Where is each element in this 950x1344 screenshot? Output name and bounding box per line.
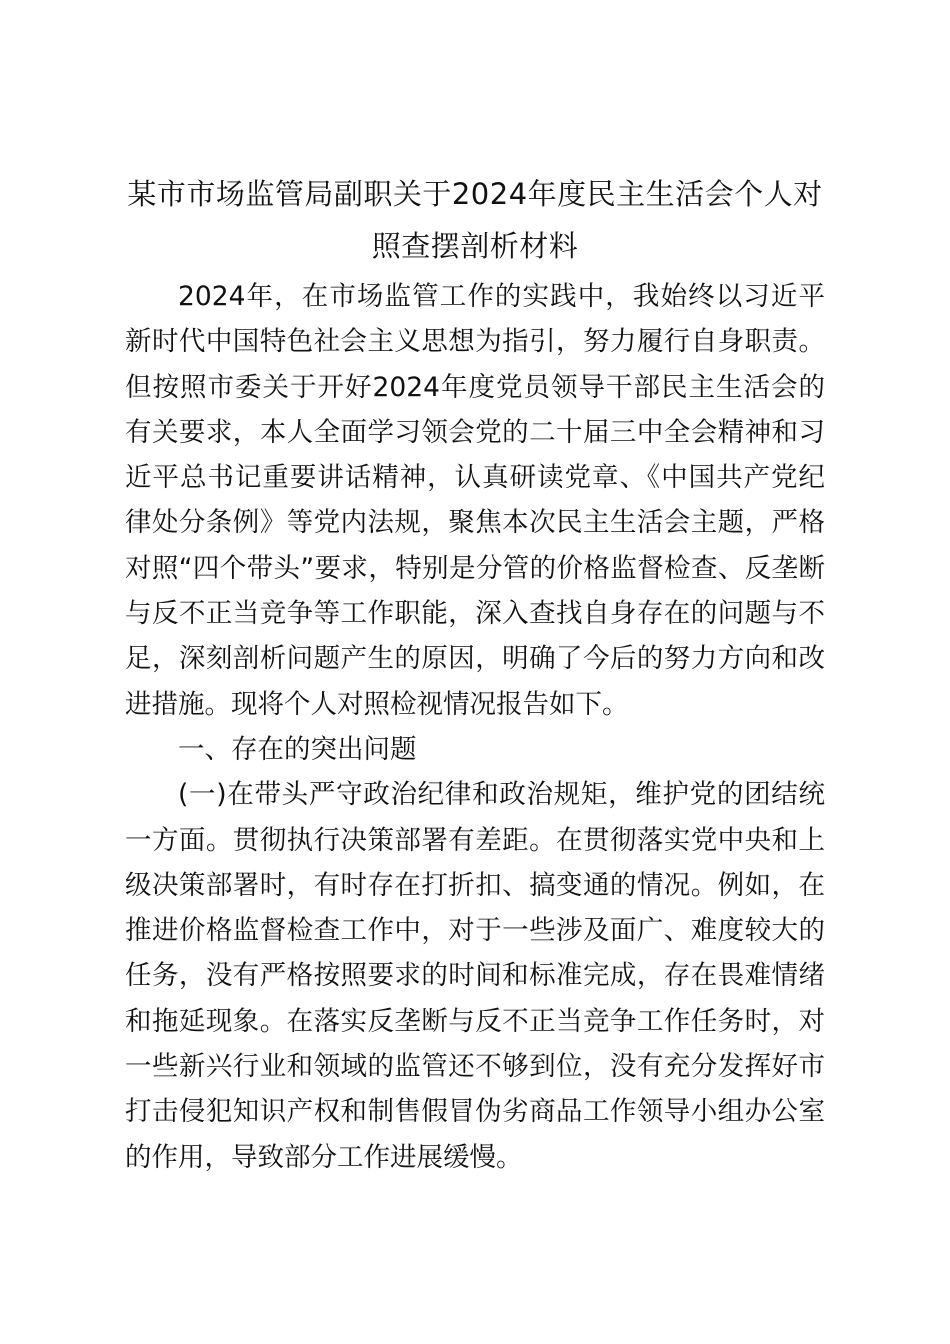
document-body (125, 274, 825, 1180)
intro-paragraph: 2024年，在市场监管工作的实践中，我始终以习近平新时代中国特色社会主义思想为指引，努力履行自身职责。但按照市委关于开好2024年度党员领导干部民主生活会的有关要求，本人全面学习领会党的二十届三中全会精神和习近平总书记重要讲话精神，认真研读党章、《中国共产党纪律处分条例》等党内法规，聚焦本次民主生活会主题，严格对照“四个带头”要求，特别是分管的价格监督检查、反垄断与反不正当竞争等工作职能，深入查找自身存在的问题与不足，深刻剖析问题产生的原因，明确了今后的努力方向和改进措施。现将个人对照检视情况报告如下。 (125, 281, 825, 720)
section-heading: 一、存在的突出问题 (178, 733, 417, 765)
document-title: 某市市场监管局副职关于2024年度民主生活会个人对照查摆剖析材料 (127, 177, 823, 263)
subsection-paragraph: (一)在带头严守政治纪律和政治规矩，维护党的团结统一方面。贯彻执行决策部署有差距。在贯彻落实党中央和上级决策部署时，有时存在打折扣、搞变通的情况。例如，在推进价格监督检查工作中，对于一些涉及面广、难度较大的任务，没有严格按照要求的时间和标准完成，存在畏难情绪和拖延现象。在落实反垄断与反不正当竞争工作任务时，对一些新兴行业和领域的监管还不够到位，没有充分发挥好市打击侵犯知识产权和制售假冒伪劣商品工作领导小组办公室的作用，导致部分工作进展缓慢。 (125, 779, 825, 1173)
